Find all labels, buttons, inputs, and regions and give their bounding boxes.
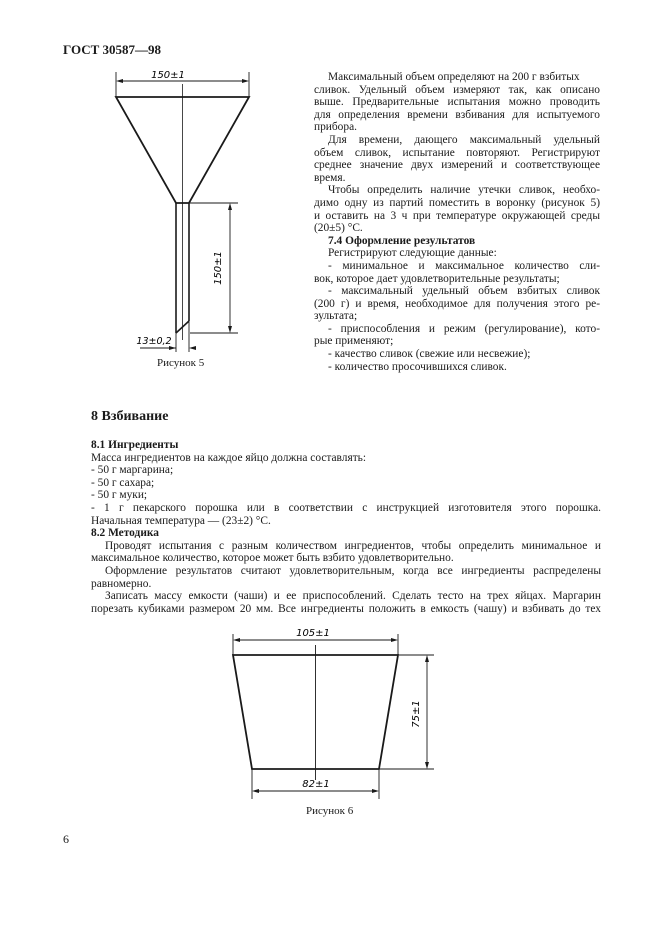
text-line: (200 г) и время, необходимое для получения этого ре- (314, 297, 600, 310)
text-line: Максимальный объем определяют на 200 г взбитых (328, 71, 580, 83)
text-line: порезать кубиками размером 20 мм. Все ингредиенты положить в емкость (чашу) и взбивать до тех (91, 602, 601, 615)
text-line: время. (314, 171, 346, 184)
text-line: Проводят испытания с разным количеством ингредиентов, чтобы определить минимальное и (105, 539, 601, 552)
right-column-text (314, 71, 600, 373)
subsection-title-7-4: 7.4 Оформление результатов (328, 234, 476, 247)
list-item: - 50 г маргарина; (91, 464, 174, 477)
figure-5-funnel (100, 62, 260, 362)
page-number: 6 (63, 832, 69, 846)
text-line: (20±5) °С. (314, 222, 363, 235)
list-item: - количество просочившихся сливок. (328, 360, 507, 373)
section-title-8: 8 Взбивание (91, 409, 169, 424)
list-item: - 1 г пекарского порошка или в соответствии с инструкцией изготовителя этого порошка. (91, 501, 601, 514)
figure-6-dim-side: 75±1 (411, 700, 422, 728)
text-line: Оформление результатов считают удовлетворительным, когда все ингредиенты распределены (105, 564, 601, 577)
text-line: Записать массу емкости (чаши) и ее приспособлений. Сделать тесто на трех яйцах. Маргарин (105, 590, 601, 603)
text-line: среднее значение двух измерений и соответствующее (314, 159, 600, 172)
text-line: для определения времени взбивания для испытуемого (314, 108, 600, 121)
text-line: сливок. Удельный объем измеряют так, как описано (314, 83, 600, 96)
text-line: Начальная температура — (23±2) °С. (91, 514, 271, 527)
document-id: ГОСТ 30587—98 (63, 42, 162, 57)
figure-5-caption: Рисунок 5 (157, 357, 205, 369)
text-line: Регистрируют следующие данные: (328, 247, 497, 260)
text-line: Масса ингредиентов на каждое яйцо должна составлять: (91, 451, 367, 464)
text-line: равномерно. (91, 577, 152, 590)
figure-5-dim-side: 150±1 (213, 251, 224, 285)
list-item: - 50 г муки; (91, 489, 148, 502)
subsection-title-8-1: 8.1 Ингредиенты (91, 439, 179, 451)
text-line: и оставить на 3 ч при температуре окружающей среды (314, 209, 600, 222)
text-line: максимальное количество, которое может быть взбито удовлетворительно. (91, 552, 454, 565)
text-line: объем сливок, испытание повторяют. Регистрируют (314, 146, 600, 159)
figure-6-dim-bottom: 82±1 (302, 779, 330, 790)
text-line: зультата; (314, 310, 358, 323)
text-line: рые применяют; (314, 335, 394, 348)
section-8-body (91, 439, 601, 615)
text-line: димо одну из партий поместить в воронку (рисунок 5) (314, 196, 600, 209)
figure-5-dim-top: 150±1 (151, 70, 185, 81)
figure-5-dim-bottom: 13±0,2 (136, 336, 172, 347)
text-line: Для времени, дающего максимальный удельный (328, 133, 600, 146)
list-item: - качество сливок (свежие или несвежие); (328, 348, 531, 361)
text-line: выше. Предварительные испытания можно проводить (314, 96, 600, 109)
list-item: - 50 г сахара; (91, 476, 155, 489)
text-line: вок, которое дает удовлетворительные результаты; (314, 272, 560, 285)
text-line: прибора. (314, 121, 357, 134)
figure-6-dim-top: 105±1 (296, 628, 330, 639)
list-item: - минимальное и максимальное количество сли- (328, 259, 600, 272)
subsection-title-8-2: 8.2 Методика (91, 527, 159, 540)
figure-6-caption: Рисунок 6 (306, 805, 354, 817)
list-item: - приспособления и режим (регулирование), кото- (328, 322, 600, 335)
text-line: Чтобы определить наличие утечки сливок, необхо- (328, 184, 600, 197)
figure-6-bowl (225, 624, 440, 804)
list-item: - максимальный удельный объем взбитых сливок (328, 285, 600, 298)
